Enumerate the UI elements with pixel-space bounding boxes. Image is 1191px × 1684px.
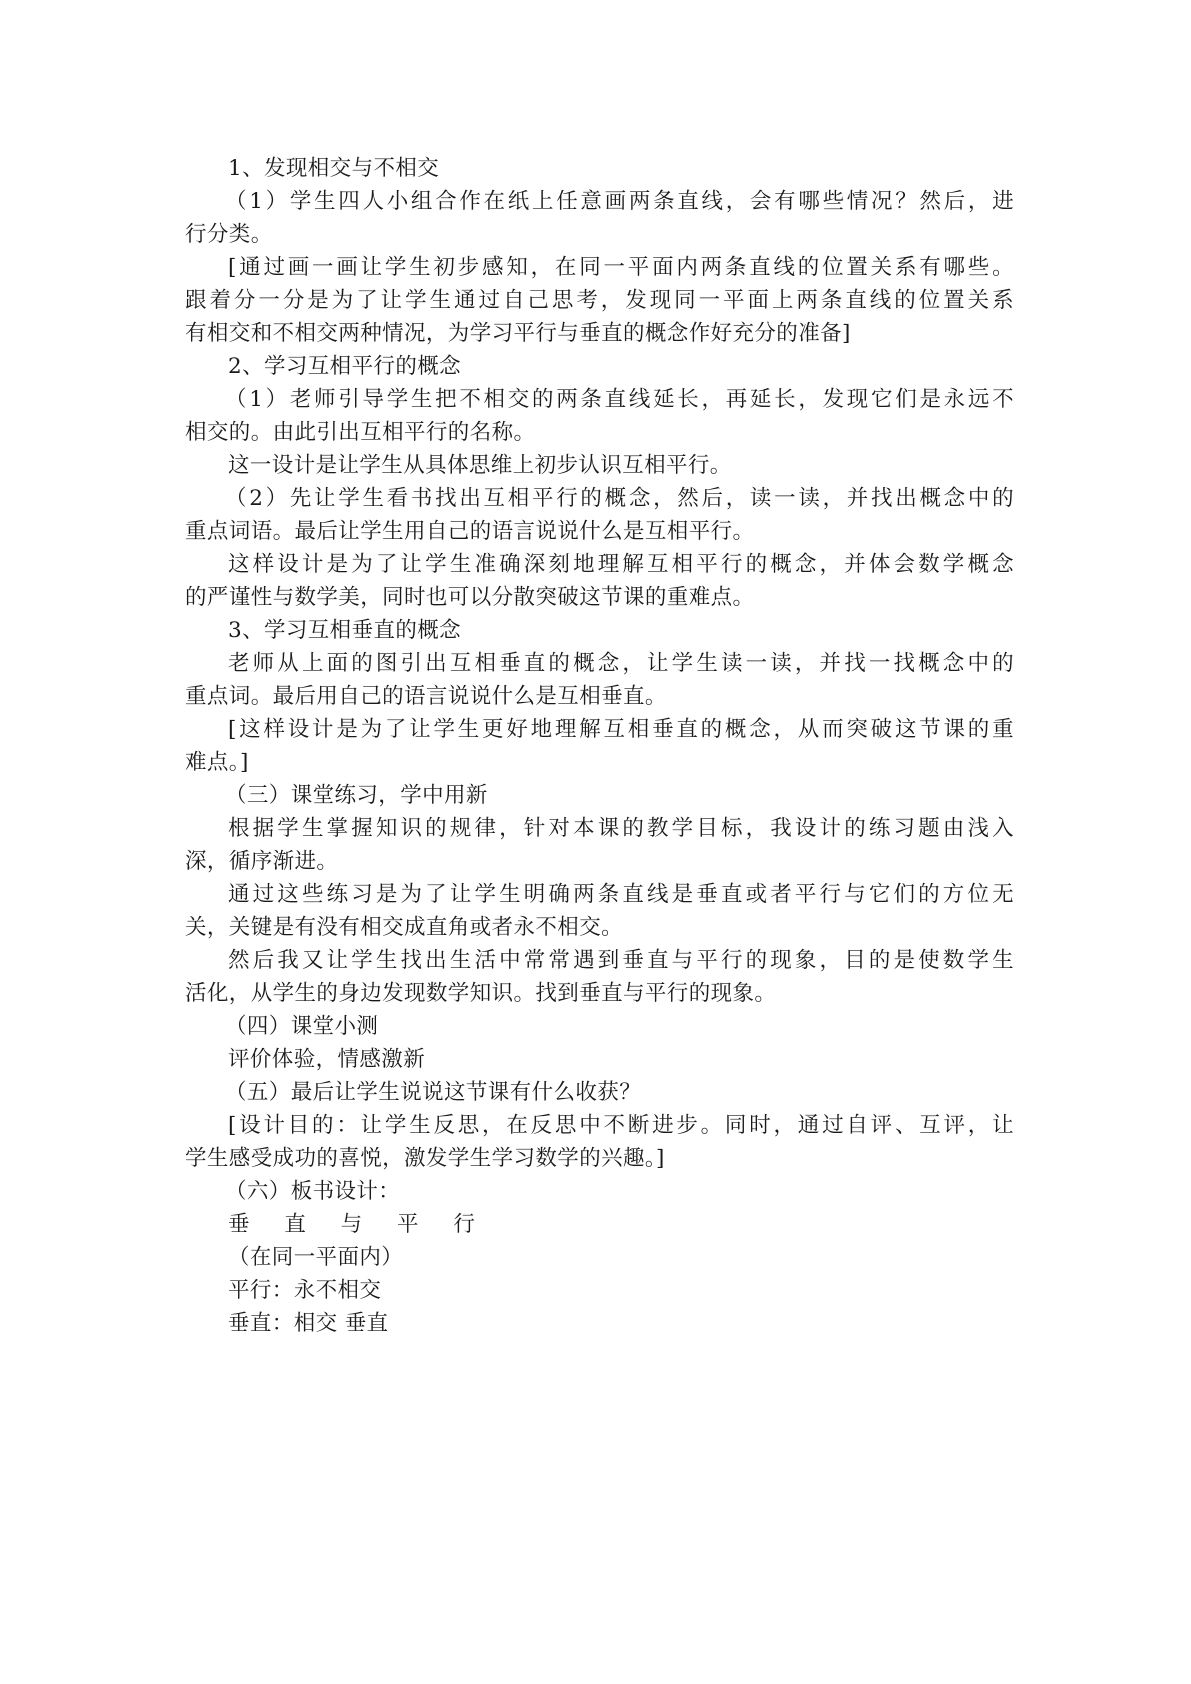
section-heading: 3、学习互相垂直的概念 (228, 618, 462, 643)
section-heading: （三）课堂练习，学中用新 (225, 783, 488, 808)
board-title: 垂 直 与 平 行 (228, 1212, 489, 1237)
paragraph-line: 老师从上面的图引出互相垂直的概念，让学生读一读，并找一找概念中的 (228, 651, 1014, 676)
paragraph-line: 行分类。 (185, 222, 273, 247)
paragraph-line: 深，循序渐进。 (185, 849, 339, 874)
document-page (185, 152, 1014, 1340)
paragraph-line: 通过这些练习是为了让学生明确两条直线是垂直或者平行与它们的方位无 (228, 882, 1014, 907)
paragraph-line: 的严谨性与数学美，同时也可以分散突破这节课的重难点。 (185, 585, 755, 610)
section-heading: （五）最后让学生说说这节课有什么收获？ (225, 1080, 642, 1105)
board-line: 垂直：相交 垂直 (228, 1311, 389, 1336)
paragraph-line: 然后我又让学生找出生活中常常遇到垂直与平行的现象，目的是使数学生 (228, 948, 1014, 973)
paragraph-line: （2）先让学生看书找出互相平行的概念，然后，读一读，并找出概念中的 (225, 486, 1014, 511)
paragraph-line: 难点。] (185, 750, 249, 775)
paragraph-line: [这样设计是为了让学生更好地理解互相垂直的概念，从而突破这节课的重 (228, 717, 1014, 742)
paragraph-line: 这样设计是为了让学生准确深刻地理解互相平行的概念，并体会数学概念 (228, 552, 1014, 577)
section-heading: 2、学习互相平行的概念 (228, 354, 462, 379)
section-heading: （六）板书设计： (225, 1179, 401, 1204)
board-line: 平行：永不相交 (228, 1278, 382, 1303)
section-heading: 1、发现相交与不相交 (228, 156, 440, 181)
paragraph-line: [设计目的：让学生反思，在反思中不断进步。同时，通过自评、互评，让 (228, 1113, 1014, 1138)
paragraph-line: （1）老师引导学生把不相交的两条直线延长，再延长，发现它们是永远不 (225, 387, 1014, 412)
paragraph-line: 评价体验，情感激新 (228, 1047, 426, 1072)
paragraph-line: 这一设计是让学生从具体思维上初步认识互相平行。 (228, 453, 732, 478)
paragraph-line: 根据学生掌握知识的规律，针对本课的教学目标，我设计的练习题由浅入 (228, 816, 1014, 841)
section-heading: （四）课堂小测 (225, 1014, 379, 1039)
paragraph-line: 学生感受成功的喜悦，激发学生学习数学的兴趣。] (185, 1146, 665, 1171)
paragraph-line: 活化，从学生的身边发现数学知识。找到垂直与平行的现象。 (185, 981, 777, 1006)
paragraph-line: 跟着分一分是为了让学生通过自己思考，发现同一平面上两条直线的位置关系 (185, 288, 1014, 313)
paragraph-line: 有相交和不相交两种情况，为学习平行与垂直的概念作好充分的准备] (185, 321, 851, 346)
paragraph-line: [通过画一画让学生初步感知，在同一平面内两条直线的位置关系有哪些。 (228, 255, 1014, 280)
paragraph-line: 相交的。由此引出互相平行的名称。 (185, 420, 536, 445)
paragraph-line: 关，关键是有没有相交成直角或者永不相交。 (185, 915, 624, 940)
board-line: （在同一平面内） (228, 1245, 404, 1270)
paragraph-line: 重点词。最后用自己的语言说说什么是互相垂直。 (185, 684, 667, 709)
paragraph-line: 重点词语。最后让学生用自己的语言说说什么是互相平行。 (185, 519, 755, 544)
paragraph-line: （1）学生四人小组合作在纸上任意画两条直线，会有哪些情况？然后，进 (225, 189, 1014, 214)
